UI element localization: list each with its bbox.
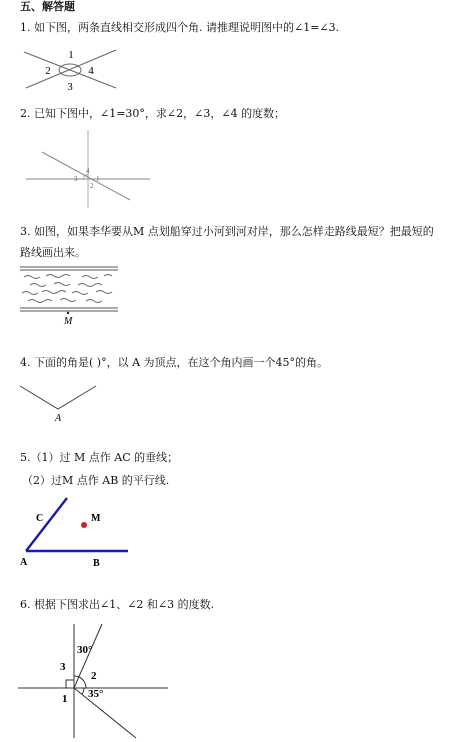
q6-arc-30: [74, 676, 79, 677]
q4-angle-figure: [20, 380, 120, 430]
q2-angles-figure: [26, 130, 156, 210]
question-2-text: 2. 已知下图中，∠1=30°，求∠2，∠3，∠4 的度数；: [20, 107, 286, 120]
q4-vertex-label: A: [55, 413, 62, 424]
q5-point-m: [81, 522, 87, 528]
q6-label-angle-1: 1: [62, 693, 68, 705]
q5-label-b: B: [93, 558, 100, 569]
q5-line-ac: [26, 498, 67, 551]
q2-angle-label-4: 4: [86, 167, 90, 175]
q1-angle-label-4: 4: [88, 65, 94, 77]
q6-label-35-degrees: 35°: [88, 688, 104, 700]
q1-angle-label-1: 1: [68, 49, 74, 61]
q2-angle-label-3: 3: [74, 175, 78, 183]
question-1-text: 1. 如下图，两条直线相交形成四个角. 请推理说明图中的∠1=∠3.: [20, 21, 340, 34]
q6-arc-35: [82, 688, 84, 694]
section-title: 五、解答题: [20, 0, 75, 13]
q3-river-figure: [20, 264, 120, 328]
q6-right-angle-mark: [66, 680, 74, 688]
q4-angle-rays: [20, 386, 96, 409]
q1-angle-label-2: 2: [45, 65, 51, 77]
q5-angle-figure: [16, 494, 146, 574]
q5-label-m: M: [91, 513, 101, 524]
q3-point-m-label: M: [64, 316, 73, 327]
question-3-text-line2: 路线画出来。: [20, 246, 86, 259]
q2-slanted-line: [42, 152, 130, 200]
q5-label-a: A: [20, 557, 28, 568]
q5-label-c: C: [36, 513, 44, 524]
q6-angles-figure: [18, 622, 178, 740]
question-4-text: 4. 下面的角是( )°，以 A 为顶点，在这个角内画一个45°的角。: [20, 356, 329, 369]
q6-label-30-degrees: 30°: [77, 644, 93, 656]
q6-label-angle-3: 3: [60, 661, 66, 673]
question-3-text-line1: 3. 如图，如果李华要从M 点划船穿过小河到河对岸，那么怎样走路线最短？把最短的: [20, 225, 434, 238]
question-5-text-line1: 5.（1）过 M 点作 AC 的垂线；: [20, 451, 179, 464]
q3-point-m: [67, 312, 69, 314]
q6-upper-slanted-ray: [74, 624, 102, 688]
q2-angle-label-1: 1: [96, 175, 100, 183]
question-5-text-line2: （2）过M 点作 AB 的平行线.: [22, 474, 170, 487]
q6-label-angle-2: 2: [91, 670, 97, 682]
q3-water-waves: [22, 275, 112, 303]
q1-angle-label-3: 3: [67, 81, 73, 93]
q1-intersecting-lines-figure: [24, 44, 134, 94]
q6-arc-2: [79, 677, 86, 688]
question-6-text: 6. 根据下图求出∠1、∠2 和∠3 的度数.: [20, 598, 215, 611]
q6-lower-slanted-ray: [74, 688, 136, 738]
q2-angle-label-2: 2: [90, 182, 94, 190]
